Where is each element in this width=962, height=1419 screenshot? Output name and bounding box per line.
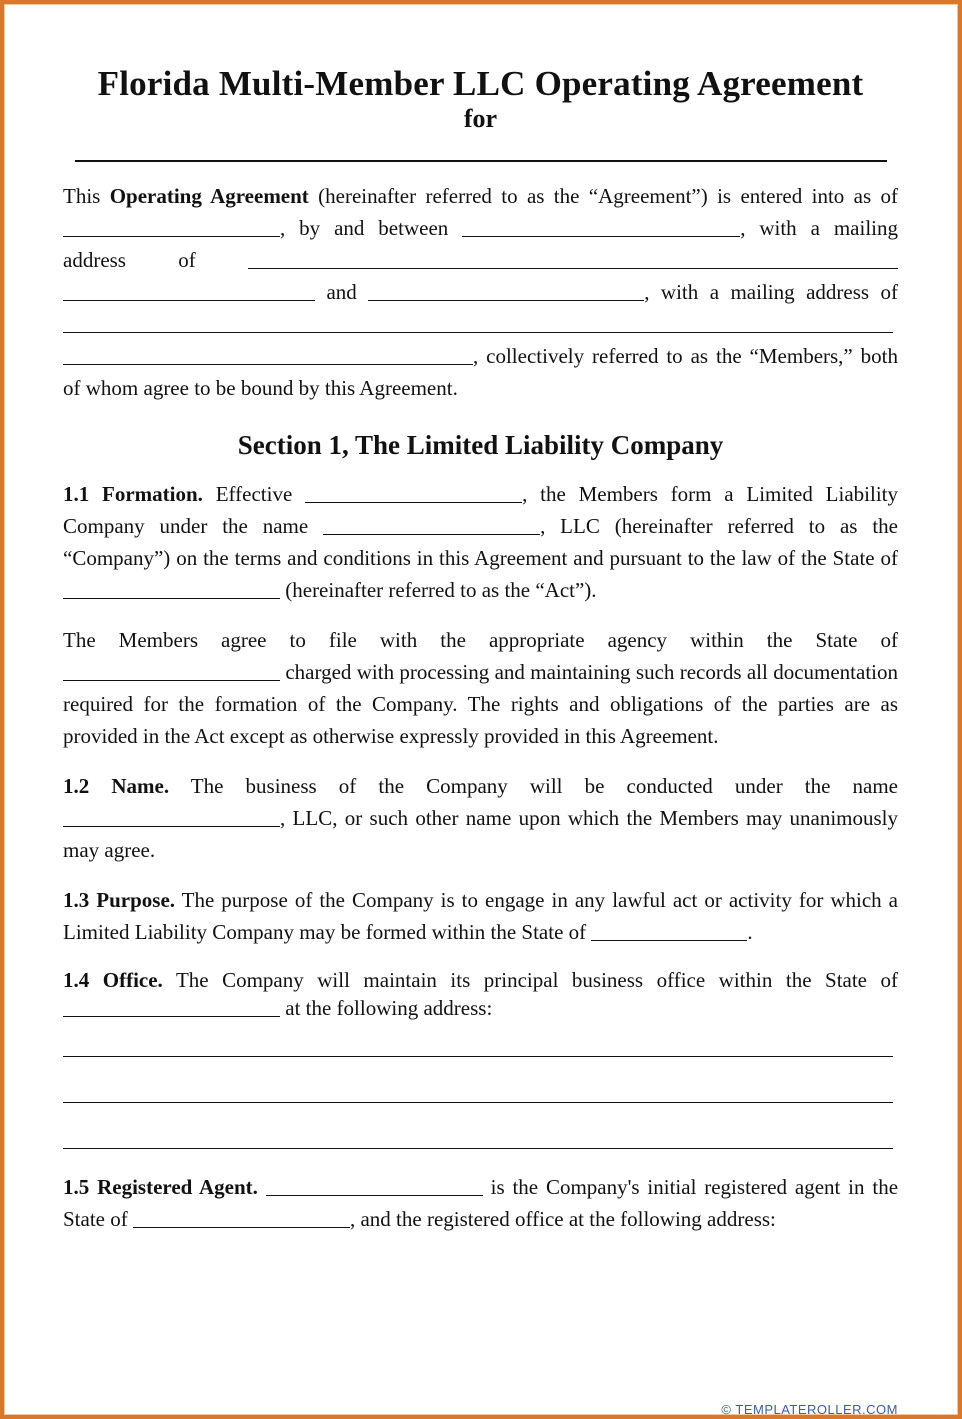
state-blank[interactable] — [63, 597, 280, 599]
name-paragraph: 1.2 Name. The business of the Company will be conducted under the name , LLC, or such other name upon which the Members may unanimously may agree. — [63, 774, 899, 862]
formation-paragraph: 1.1 Formation. Effective , the Members form a Limited Liability Company under the name , LLC (hereinafter referred to as the “Company”) on the terms and conditions in this Agreement and pursuant to the law of the State of (hereinafter referred to as the “Act”). — [63, 482, 898, 602]
document-title: Florida Multi-Member LLC Operating Agreement — [97, 64, 864, 103]
member1-name-blank[interactable] — [462, 235, 740, 237]
office-address-line-1[interactable] — [63, 1056, 893, 1057]
filing-state-blank[interactable] — [63, 679, 280, 681]
footer-link[interactable]: © TEMPLATEROLLER.COM — [721, 1402, 898, 1417]
filing-paragraph: The Members agree to file with the appropriate agency within the State of charged with processing and maintaining such records all documentation required for the formation of the Company. The rights and obligations of the parties are as provided in the Act except as otherwise expressly provided in this Agreement. — [63, 628, 898, 748]
office-address-lines — [63, 1056, 898, 1149]
section-1-heading: Section 1, The Limited Liability Company — [237, 430, 724, 460]
registered-agent-paragraph: 1.5 Registered Agent. is the Company's initial registered agent in the State of , and the registered office at the following address: — [63, 1175, 899, 1231]
office-paragraph: 1.4 Office. The Company will maintain its principal business office within the State of at the following address: — [63, 968, 899, 1020]
purpose-paragraph: 1.3 Purpose. The purpose of the Company is to engage in any lawful act or activity for which a Limited Liability Company may be formed within the State of . — [63, 888, 899, 944]
member2-address-blank-2[interactable] — [63, 363, 473, 365]
office-address-line-3[interactable] — [63, 1148, 893, 1149]
document-page — [63, 62, 898, 1235]
office-state-blank[interactable] — [63, 1015, 280, 1017]
document-subtitle: for — [463, 104, 498, 133]
office-address-line-2[interactable] — [63, 1102, 893, 1103]
purpose-state-blank[interactable] — [591, 939, 747, 941]
company-name-blank[interactable] — [75, 160, 887, 162]
business-name-blank[interactable] — [63, 825, 280, 827]
effective-date-blank[interactable] — [305, 501, 522, 503]
member1-address-blank-2[interactable] — [63, 299, 315, 301]
member2-name-blank[interactable] — [368, 299, 644, 301]
agent-name-blank[interactable] — [266, 1194, 483, 1196]
member1-address-blank[interactable] — [248, 267, 898, 269]
intro-paragraph: This Operating Agreement (hereinafter referred to as the “Agreement”) is entered into as of , by and between , with a mailing address of and , with a mailing address of , collectively referred to as the “Members,” both of whom agree to be bound by this Agreement. — [63, 184, 898, 400]
agent-state-blank[interactable] — [133, 1226, 350, 1228]
llc-name-blank[interactable] — [323, 533, 540, 535]
member2-address-blank[interactable] — [63, 331, 893, 333]
date-blank[interactable] — [63, 235, 280, 237]
